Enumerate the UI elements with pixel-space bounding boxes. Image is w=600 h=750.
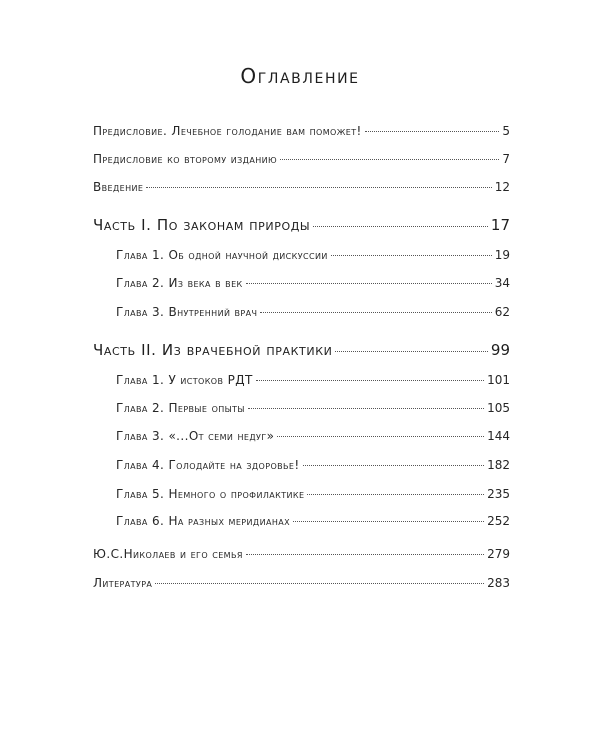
toc-entry-page: 34 — [494, 276, 510, 290]
dot-leader — [155, 583, 484, 584]
toc-chapter-2-2[interactable] — [116, 401, 510, 415]
toc-entry-label: Глава 3. Внутренний врач — [116, 305, 258, 319]
dot-leader — [307, 494, 484, 495]
dot-leader — [146, 187, 491, 188]
toc-entry-page: 252 — [487, 514, 510, 528]
toc-entry-page: 19 — [494, 248, 510, 262]
toc-entry-page: 235 — [487, 487, 510, 501]
toc-entry-label: Ю.С.Николаев и его семья — [93, 547, 243, 561]
toc-entry-label: Глава 1. Об одной научной дискуссии — [116, 248, 328, 262]
toc-entry-label: Глава 6. На разных меридианах — [116, 514, 290, 528]
toc-entry-introduction[interactable] — [93, 180, 510, 194]
toc-entry-label: Глава 1. У истоков РДТ — [116, 373, 253, 387]
toc-entry-page: 279 — [487, 547, 510, 561]
toc-entry-page: 99 — [490, 341, 510, 359]
toc-entry-label: Часть II. Из врачебной практики — [93, 341, 333, 359]
toc-chapter-2-1[interactable] — [116, 373, 510, 387]
toc-chapter-1-2[interactable] — [116, 276, 510, 290]
toc-chapter-2-6[interactable] — [116, 514, 510, 528]
dot-leader — [313, 226, 488, 227]
toc-entry-page: 101 — [487, 373, 510, 387]
toc-entry-page: 12 — [494, 180, 510, 194]
dot-leader — [335, 351, 487, 352]
dot-leader — [293, 521, 484, 522]
page-title: Оглавление — [240, 64, 360, 88]
toc-part-1[interactable] — [93, 216, 510, 234]
toc-entry-label: Глава 5. Немного о профилактике — [116, 487, 305, 501]
toc-entry-page: 105 — [487, 401, 510, 415]
toc-entry-label: Предисловие. Лечебное голодание вам поможет! — [93, 124, 362, 138]
toc-chapter-1-3[interactable] — [116, 305, 510, 319]
dot-leader — [365, 131, 500, 132]
toc-entry-label: Введение — [93, 180, 144, 194]
toc-entry-page: 17 — [490, 216, 510, 234]
dot-leader — [303, 465, 485, 466]
toc-entry-label: Глава 2. Первые опыты — [116, 401, 245, 415]
toc-entry-page: 144 — [487, 429, 510, 443]
toc-entry-page: 5 — [502, 124, 510, 138]
toc-entry-label: Литература — [93, 576, 153, 590]
dot-leader — [246, 554, 484, 555]
dot-leader — [280, 159, 499, 160]
toc-chapter-2-4[interactable] — [116, 458, 510, 472]
toc-entry-page: 283 — [487, 576, 510, 590]
toc-entry-page: 182 — [487, 458, 510, 472]
dot-leader — [331, 255, 492, 256]
toc-chapter-2-3[interactable] — [116, 429, 510, 443]
toc-entry-label: Глава 3. «...От семи недуг» — [116, 429, 275, 443]
toc-entry-page: 7 — [502, 152, 510, 166]
toc-chapter-1-1[interactable] — [116, 248, 510, 262]
toc-entry-label: Предисловие ко второму изданию — [93, 152, 278, 166]
toc-entry-label: Глава 4. Голодайте на здоровье! — [116, 458, 300, 472]
dot-leader — [260, 312, 491, 313]
toc-entry-label: Часть I. По законам природы — [93, 216, 311, 234]
toc-part-2[interactable] — [93, 341, 510, 359]
toc-entry-preface[interactable] — [93, 124, 510, 138]
toc-entry-preface-second-edition[interactable] — [93, 152, 510, 166]
toc-entry-literature[interactable] — [93, 576, 510, 590]
dot-leader — [256, 380, 484, 381]
toc-entry-label: Глава 2. Из века в век — [116, 276, 243, 290]
toc-entry-page: 62 — [494, 305, 510, 319]
dot-leader — [248, 408, 484, 409]
dot-leader — [277, 436, 484, 437]
toc-chapter-2-5[interactable] — [116, 487, 510, 501]
toc-entry-nikolaev-family[interactable] — [93, 547, 510, 561]
dot-leader — [246, 283, 492, 284]
